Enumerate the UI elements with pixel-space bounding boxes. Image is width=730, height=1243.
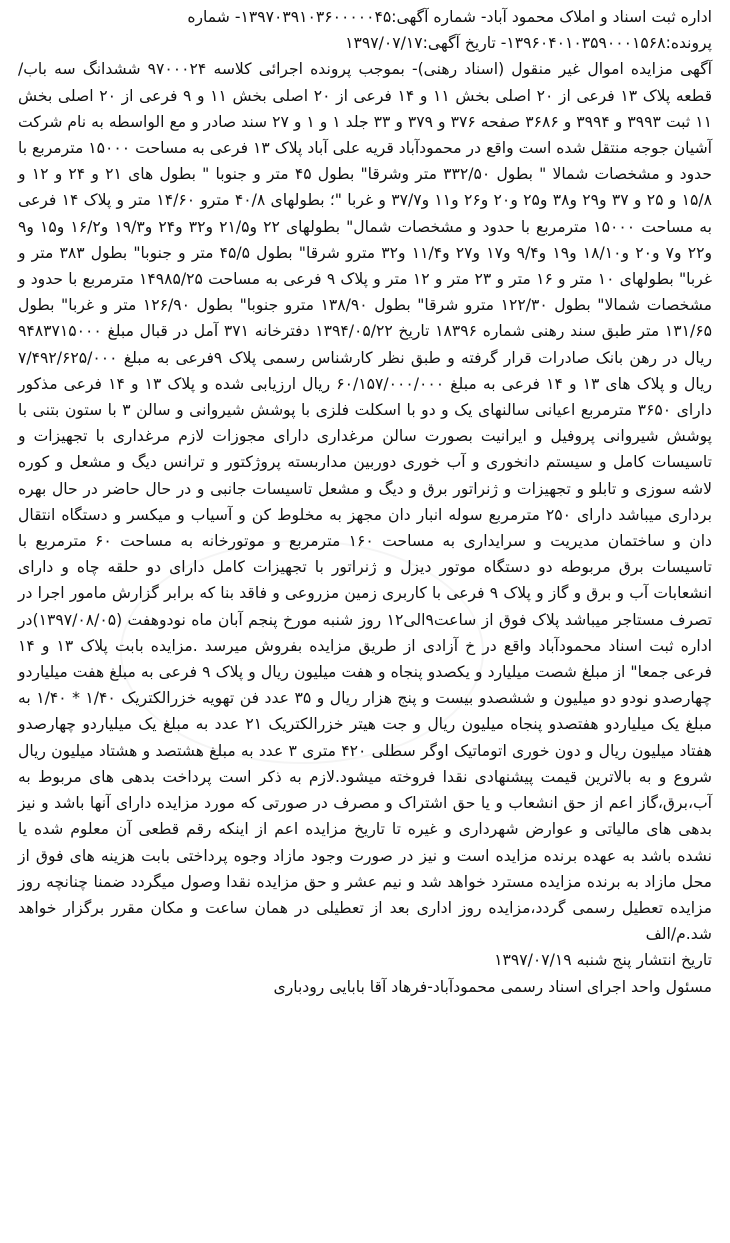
header-line-1: اداره ثبت اسناد و املاک محمود آباد- شماره آگهی:۱۳۹۷۰۳۹۱۰۳۶۰۰۰۰۰۴۵- شماره: [187, 8, 712, 26]
notice-header: [18, 4, 712, 56]
header-line-2: پرونده:۱۳۹۶۰۴۰۱۰۳۵۹۰۰۰۱۵۶۸- تاریخ آگهی:۱۳۹۷/۰۷/۱۷: [345, 34, 712, 53]
legal-notice-document: [18, 4, 712, 1238]
publish-date: تاریخ انتشار پنج شنبه ۱۳۹۷/۰۷/۱۹: [494, 951, 712, 970]
notice-body-text: آگهی مزایده اموال غیر منقول (اسناد رهنی)- بموجب پرونده اجرائی کلاسه ۹۷۰۰۰۲۴ ششدانگ سه باب/قطعه پلاک ۱۳ فرعی از ۲۰ اصلی بخش ۱۱ و ۱۴ فرعی از ۲۰ اصلی بخش ۱۱ و ۹ فرعی از ۲۰ اصلی بخش ۱۱ ثبت ۳۹۹۳ و ۳۹۹۴ و ۳۶۸۶ صفحه ۳۷۶ و ۳۷۹ و ۳۳ جلد ۱ و ۱ و ۲۷ سند صادر و مع الواسطه به نام شرکت آشیان جوجه منتقل شده است واقع در محمودآباد قریه علی آباد پلاک ۱۳ فرعی به مساحت ۱۵۰۰۰ مترمربع با حدود و مشخصات شمالا " بطول ۳۳۲/۵۰ متر وشرقا" بطول ۴۵ متر و جنوبا " بطول های ۲۱ و ۲۴ و ۱۲ و ۱۵/۸ و ۲۵ و ۳۷ و۲۹ و۳۸ و۲۵ و۲۰ و۲۶ و۱۱ و۳۷/۷ و غربا "؛ بطولهای ۴۰/۸ مترو ۱۴/۶۰ متر و پلاک ۱۴ فرعی به مساحت ۱۵۰۰۰ مترمربع با حدود و مشخصات شمال" بطولهای ۲۲ و۲۱/۵ و۳۲ و۲۴ و۱۹/۳ و۱۶/۲ و۱۵ و۹ و۲۲ و۷ و۲۰ و۱۸/۱۰ و۱۹ و۹/۴ و۱۷ و۲۷ و۱۱/۴ و۳۲ مترو شرقا" بطول ۴۵/۵ متر و جنوبا" بطول ۳۸۳ متر و غربا" بطولهای ۱۰ متر و ۱۶ متر و ۲۳ متر و ۱۲ متر و پلاک ۹ فرعی به مساحت ۱۴۹۸۵/۲۵ مترمربع با حدود و مشخصات شمالا" بطول ۱۲۲/۳۰ مترو شرقا" بطول ۱۳۸/۹۰ مترو جنوبا" بطول ۱۲۶/۹۰ متر و غربا" بطول ۱۳۱/۶۵ متر طبق سند رهنی شماره ۱۸۳۹۶ تاریخ ۱۳۹۴/۰۵/۲۲ دفترخانه ۳۷۱ آمل در قبال مبلغ ۹۴۸۳۷۱۵۰۰۰ ریال در رهن بانک صادرات قرار گرفته و طبق نظر کارشناس رسمی پلاک ۹فرعی به مبلغ ۷/۴۹۲/۶۲۵/۰۰۰ ریال و پلاک های ۱۳ و ۱۴ فرعی به مبلغ ۶۰/۱۵۷/۰۰۰/۰۰۰ ریال ارزیابی شده و پلاک ۱۳ و ۱۴ فرعی مذکور دارای ۳۶۵۰ مترمربع اعیانی سالنهای یک و دو با اسکلت فلزی با پوشش شیروانی و سالن ۳ با ستون بتنی با پوشش شیروانی پروفیل و ایرانیت بصورت سالن مرغداری دارای مجوزات لازم مرغداری با تجهیزات و تاسیسات کامل و سیستم دانخوری و آب خوری دوربین مداربسته پروژکتور و ترانس دیگ و مشعل و کوره لاشه سوزی و تابلو و تجهیزات و ژنراتور برق و دیگ و مشعل تاسیسات جانبی و در حال حاضر در حال بهره برداری میباشد دارای ۲۵۰ مترمربع سوله انبار دان مجهز به مخلوط کن و آسیاب و میکسر و دستگاه انتقال دان و ساختمان مدیریت و سرایداری به مساحت ۱۶۰ مترمربع و موتورخانه به مساحت ۶۰ مترمربع با تاسیسات برق مربوطه دو دستگاه موتور دیزل و ژنراتور با تجهیزات کامل دارای دو حلقه چاه و دارای انشعابات آب و برق و گاز و پلاک ۹ فرعی با کاربری زمین مزروعی و فاقد بنا که برابر گزارش مامور اجرا در تصرف مستاجر میباشد پلاک فوق از ساعت۹الی۱۲ روز شنبه مورخ پنجم آبان ماه نودوهفت (۱۳۹۷/۰۸/۰۵)در اداره ثبت اسناد محمودآباد واقع در خ آزادی از طریق مزایده بفروش میرسد .مزایده بابت پلاک ۱۳ و ۱۴ فرعی جمعا" از مبلغ شصت میلیارد و یکصدو پنجاه و هفت میلیون ریال و پلاک ۹ فرعی به مبلغ هفت میلیاردو چهارصدو نودو دو میلیون و ششصدو بیست و پنج هزار ریال و ۳۵ عدد فن تهویه خزرالکتریک ۱/۴۰ * ۱/۴۰ به مبلغ یک میلیاردو هفتصدو پنجاه میلیون ریال و جت هیتر خزرالکتریک ۲۱ عدد به مبلغ یک میلیاردو چهارصدو هفتاد میلیون ریال و دون خوری اتوماتیک اوگر سطلی ۴۲۰ متری ۳ عدد به مبلغ هشتصد و هشتاد میلیون ریال شروع و به بالاترین قیمت پیشنهادی نقدا فروخته میشود.لازم به ذکر است پرداخت بدهی های مربوط به آب،برق،گاز اعم از حق انشعاب و یا حق اشتراک و مصرف در صورتی که مورد مزایده دارای آنها باشد و نیز بدهی های مالیاتی و عوارض شهرداری و غیره تا تاریخ مزایده اعم از اینکه رقم قطعی آن معلوم شده یا نشده باشد به عهده برنده مزایده است و نیز در صورت وجود مازاد وجوه پرداختی بابت هزینه های فوق از محل مازاد به برنده مزایده مسترد خواهد شد و نیم عشر و حق مزایده نقدا وصول میگردد ضمنا چنانچه روز مزایده تعطیل رسمی گردد،مزایده روز اداری بعد از تعطیلی در همان ساعت و مکان مقرر برگزار خواهد شد.م/الف: [18, 60, 713, 944]
signature-line: مسئول واحد اجرای اسناد رسمی محمودآباد-فرهاد آقا بابایی رودباری: [273, 977, 712, 996]
